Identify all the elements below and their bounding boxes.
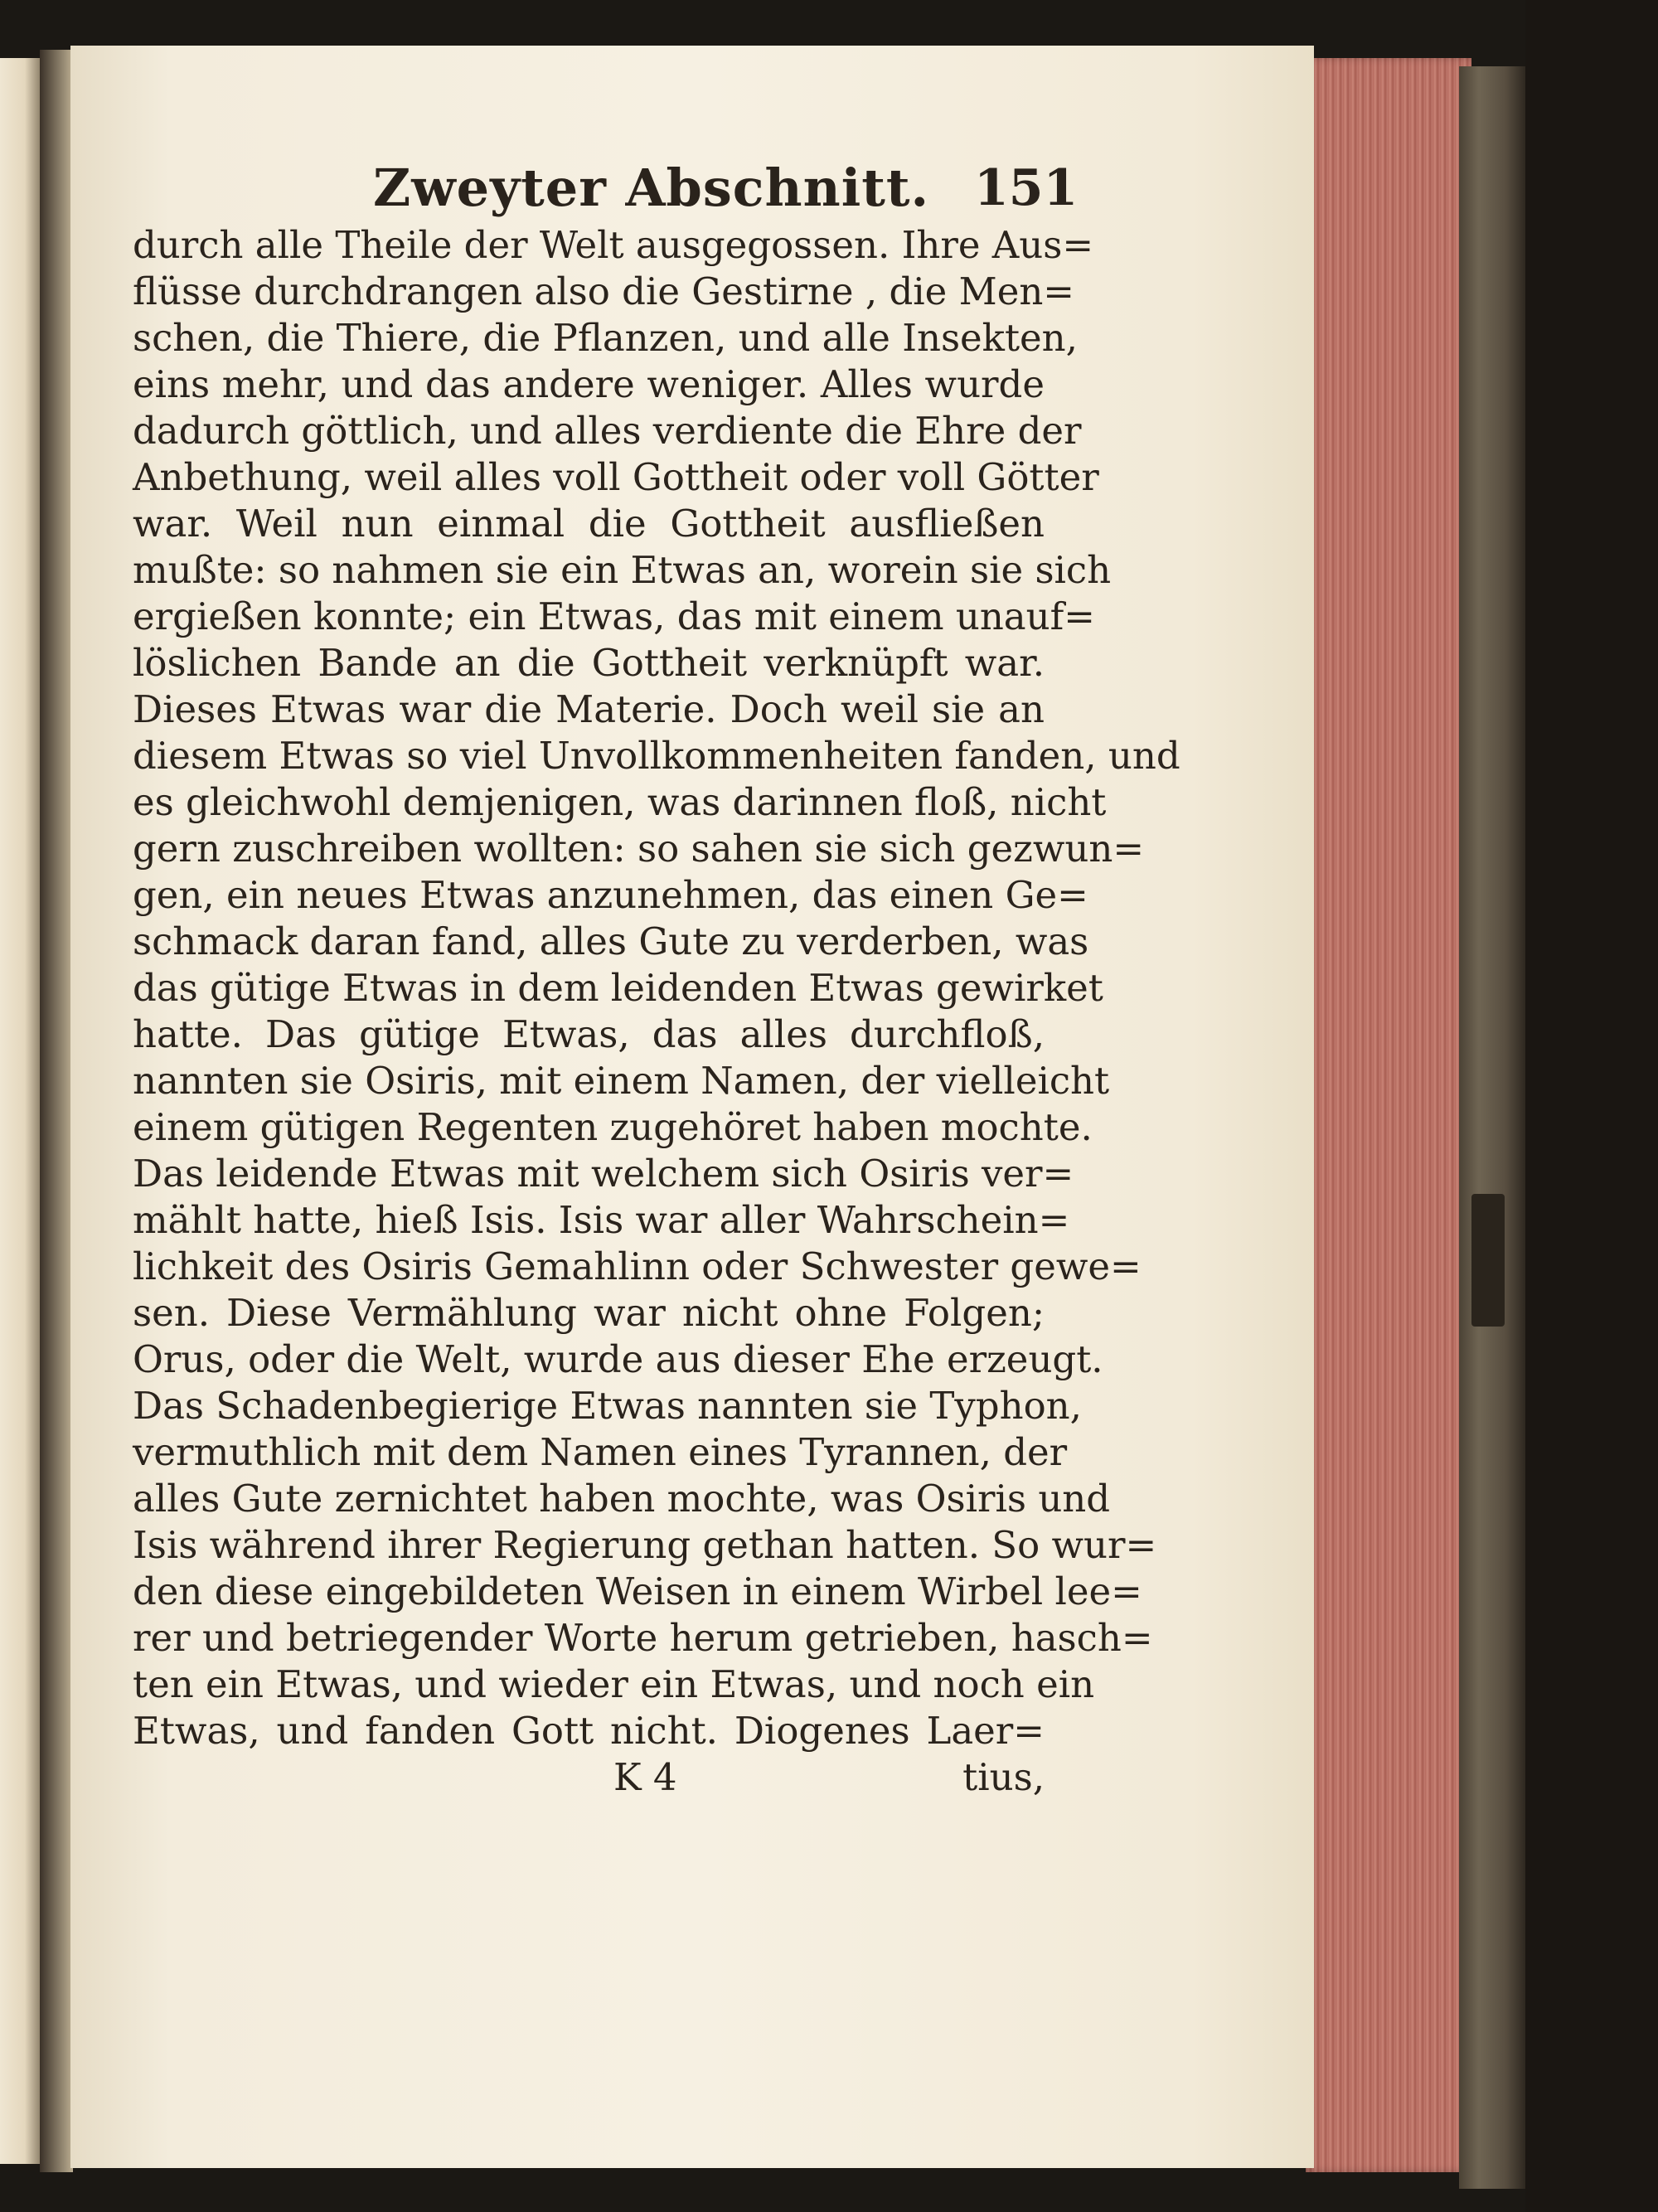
text-line: Orus, oder die Welt, wurde aus dieser Ehe erzeugt. bbox=[133, 1337, 1103, 1381]
running-head bbox=[133, 149, 1079, 218]
text-line: hatte. Das gütige Etwas, das alles durchfloß, bbox=[133, 1012, 1045, 1056]
text-line: Isis während ihrer Regierung gethan hatten. So wur= bbox=[133, 1523, 1157, 1567]
text-line: einem gütigen Regenten zugehöret haben mochte. bbox=[133, 1105, 1093, 1149]
text-line: schmack daran fand, alles Gute zu verderben, was bbox=[133, 919, 1089, 963]
left-page-edge bbox=[0, 58, 41, 2164]
text-line: mußte: so nahmen sie ein Etwas an, worein sie sich bbox=[133, 548, 1112, 592]
binding-clasp bbox=[1471, 1194, 1505, 1327]
text-line: flüsse durchdrangen also die Gestirne , die Men= bbox=[133, 269, 1075, 313]
running-head-title: Zweyter Abschnitt. bbox=[373, 158, 930, 218]
text-line: schen, die Thiere, die Pflanzen, und alle Insekten, bbox=[133, 316, 1078, 360]
text-line: Das leidende Etwas mit welchem sich Osiris ver= bbox=[133, 1152, 1074, 1196]
signature-mark: K 4 bbox=[613, 1755, 677, 1799]
text-line: war. Weil nun einmal die Gottheit ausfließen bbox=[133, 502, 1045, 546]
text-line: Anbethung, weil alles voll Gottheit oder voll Götter bbox=[133, 455, 1099, 499]
text-line: es gleichwohl demjenigen, was darinnen floß, nicht bbox=[133, 780, 1107, 824]
book-gutter bbox=[40, 50, 73, 2172]
text-line: lichkeit des Osiris Gemahlinn oder Schwester gewe= bbox=[133, 1244, 1142, 1288]
text-line: dadurch göttlich, und alles verdiente die Ehre der bbox=[133, 409, 1082, 453]
text-line: gen, ein neues Etwas anzunehmen, das einen Ge= bbox=[133, 873, 1088, 917]
text-line: mählt hatte, hieß Isis. Isis war aller Wahrschein= bbox=[133, 1198, 1070, 1242]
text-line: sen. Diese Vermählung war nicht ohne Folgen; bbox=[133, 1291, 1045, 1335]
text-line: diesem Etwas so viel Unvollkommenheiten fanden, und bbox=[133, 734, 1180, 778]
text-line: das gütige Etwas in dem leidenden Etwas gewirket bbox=[133, 966, 1103, 1010]
body-text bbox=[133, 222, 1180, 1754]
text-line: vermuthlich mit dem Namen eines Tyrannen, der bbox=[133, 1430, 1068, 1474]
text-line: ergießen konnte; ein Etwas, das mit einem unauf= bbox=[133, 594, 1095, 638]
text-line: nannten sie Osiris, mit einem Namen, der vielleicht bbox=[133, 1059, 1110, 1103]
text-line: den diese eingebildeten Weisen in einem Wirbel lee= bbox=[133, 1569, 1142, 1613]
page-number: 151 bbox=[974, 159, 1079, 217]
text-line: Dieses Etwas war die Materie. Doch weil sie an bbox=[133, 687, 1045, 731]
page-footer bbox=[133, 1754, 1045, 1801]
text-line: rer und betriegender Worte herum getrieben, hasch= bbox=[133, 1616, 1153, 1660]
catchword: tius, bbox=[962, 1755, 1045, 1799]
text-line: eins mehr, und das andere weniger. Alles wurde bbox=[133, 362, 1045, 406]
text-line: durch alle Theile der Welt ausgegossen. Ihre Aus= bbox=[133, 223, 1094, 267]
scan-margin-right bbox=[1525, 0, 1658, 2212]
page-text bbox=[133, 149, 1180, 1801]
page-stack-edge bbox=[1306, 58, 1471, 2172]
text-line: löslichen Bande an die Gottheit verknüpft war. bbox=[133, 641, 1045, 685]
text-line: gern zuschreiben wollten: so sahen sie sich gezwun= bbox=[133, 827, 1145, 871]
text-line: Etwas, und fanden Gott nicht. Diogenes Laer= bbox=[133, 1709, 1045, 1753]
text-line: ten ein Etwas, und wieder ein Etwas, und noch ein bbox=[133, 1662, 1095, 1706]
book-binding bbox=[1459, 66, 1525, 2189]
text-line: alles Gute zernichtet haben mochte, was Osiris und bbox=[133, 1477, 1111, 1521]
text-line: Das Schadenbegierige Etwas nannten sie Typhon, bbox=[133, 1384, 1082, 1428]
